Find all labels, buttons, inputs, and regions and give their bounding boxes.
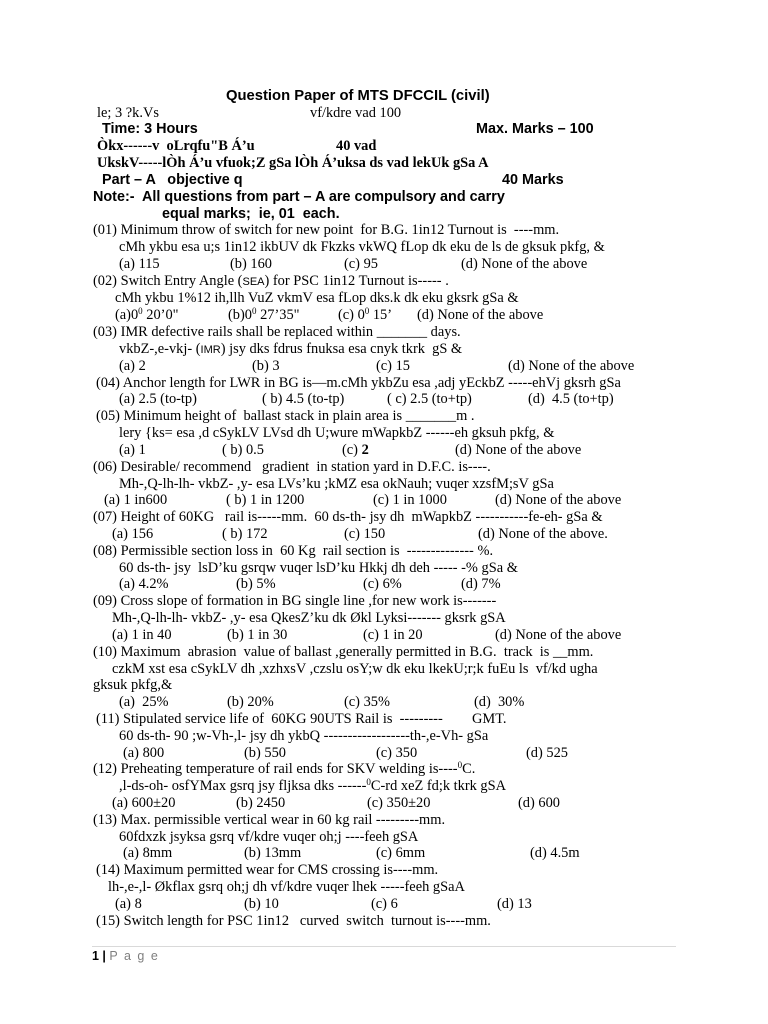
option-d: (d) None of the above <box>417 307 544 323</box>
page-number: 1 <box>92 949 99 963</box>
question-12: (12) Preheating temperature of rail ends for SKV welding is----$^0$C. <box>93 760 476 777</box>
option-a: (a) 115 <box>119 256 160 272</box>
option-a: (a) 1 in600 <box>104 492 168 508</box>
question-08-hindi: 60 ds-th- jsy lsD’ku gsrqw vuqer lsD’ku Hkkj dh deh ----- -% gSa & <box>119 560 518 576</box>
option-d: (d) None of the above. <box>478 526 608 542</box>
page-footer <box>92 949 159 963</box>
option-a: (a) 1 in 40 <box>112 627 172 643</box>
hindi-objective-marks: 40 vad <box>336 138 377 154</box>
time-label: Time: 3 Hours <box>102 121 198 137</box>
question-02-hindi: cMh ykbu 1%12 ih,llh VuZ vkmV esa fLop dks.k dk eku gksrk gSa & <box>115 290 519 306</box>
question-01: (01) Minimum throw of switch for new point for B.G. 1in12 Turnout is ----mm. <box>93 222 560 238</box>
option-c: (c) 6mm <box>376 845 426 861</box>
option-a: (a) 2 <box>119 358 146 374</box>
option-a: (a) 8mm <box>123 845 173 861</box>
marks-hindi: vf/kdre vad 100 <box>310 105 402 121</box>
option-b: ( b) 4.5 (to-tp) <box>262 391 345 407</box>
question-09: (09) Cross slope of formation in BG single line ,for new work is------- <box>93 593 497 609</box>
question-10: (10) Maximum abrasion value of ballast ,generally permitted in B.G. track is __mm. <box>93 644 594 660</box>
option-b: (b) 160 <box>230 256 272 272</box>
option-b: (b) 5% <box>236 576 276 592</box>
question-05-hindi: lery {ks= esa ,d cSykLV LVsd dh U;wure mWapkbZ ------eh gksuh pkfg, & <box>119 425 555 441</box>
question-04: (04) Anchor length for LWR in BG is—m.cMh ykbZu esa ,adj yEckbZ -----ehVj gksrh gSa <box>96 375 621 391</box>
option-a: (a) 2.5 (to-tp) <box>119 391 197 407</box>
question-13-hindi: 60fdxzk jsyksa gsrq vf/kdre vuqer oh;j ----feeh gSA <box>119 829 419 845</box>
footer-divider <box>92 946 676 947</box>
note-line-2: equal marks; ie, 01 each. <box>162 206 340 222</box>
option-c: (c) 6% <box>363 576 402 592</box>
option-d: (d) 525 <box>526 745 568 761</box>
option-b: (b) 2450 <box>236 795 286 811</box>
option-d: (d) None of the above <box>461 256 588 272</box>
question-08: (08) Permissible section loss in 60 Kg rail section is -------------- %. <box>93 543 494 559</box>
option-c: (c) 350±20 <box>367 795 431 811</box>
option-d: (d) 7% <box>461 576 501 592</box>
option-c: (c) $0^0$ 15’ <box>338 306 393 323</box>
option-a: (a) 25% <box>119 694 169 710</box>
page-title: Question Paper of MTS DFCCIL (civil) <box>226 88 490 104</box>
option-b: (b) 1 in 30 <box>227 627 288 643</box>
option-c: (c) 350 <box>376 745 418 761</box>
option-a: (a) 156 <box>112 526 154 542</box>
question-06-hindi: Mh-,Q-lh-lh- vkbZ- ,y- esa LVs’ku ;kMZ esa okNauh; vuqer xzsfM;sV gSa <box>119 476 554 492</box>
page-label: P a g e <box>109 949 160 963</box>
question-05: (05) Minimum height of ballast stack in plain area is _______m . <box>96 408 475 424</box>
option-a: (a) 8 <box>115 896 142 912</box>
option-a: (a) 600±20 <box>112 795 176 811</box>
question-11-hindi: 60 ds-th- 90 ;w-Vh-,l- jsy dh ykbQ ------------------th-,e-Vh- gSa <box>119 728 489 744</box>
question-14-hindi: lh-,e-,l- Økflax gsrq oh;j dh vf/kdre vuqer lhek -----feeh gSaA <box>108 879 465 895</box>
option-d: (d) 30% <box>474 694 525 710</box>
option-d: (d) 13 <box>497 896 532 912</box>
option-b: (b) 550 <box>244 745 286 761</box>
option-b: (b) 3 <box>252 358 280 374</box>
option-d: (d) None of the above <box>495 492 622 508</box>
option-b: ( b) 0.5 <box>222 442 264 458</box>
option-b: (b) 20% <box>227 694 274 710</box>
option-b: (b) 13mm <box>244 845 302 861</box>
question-07: (07) Height of 60KG rail is-----mm. 60 ds-th- jsy dh mWapkbZ -----------fe-eh- gSa & <box>93 509 603 525</box>
page-separator: | <box>98 949 110 963</box>
part-a-marks: 40 Marks <box>502 172 564 188</box>
question-11-unit: GMT. <box>472 711 507 727</box>
question-03: (03) IMR defective rails shall be replaced within _______ days. <box>93 324 461 340</box>
option-b: ( b) 172 <box>222 526 268 542</box>
question-10-hindi-1: czkM xst esa cSykLV dh ,xzhxsV ,czslu osY;w dk eku lkekU;r;k fuEu ls vf/kd ugha <box>112 661 598 677</box>
option-d: (d) 4.5m <box>530 845 580 861</box>
hindi-note: UkskV-----lÒh Á’u vfuok;Z gSa lÒh Á’uksa ds vad lekUk gSa A <box>97 155 489 171</box>
option-d: (d) None of the above <box>455 442 582 458</box>
question-03-hindi: vkbZ-,e-vkj- (IMR) jsy dks fdrus fnuksa esa cnyk tkrk gS & <box>119 341 463 357</box>
question-12-hindi: ,l-ds-oh- osfYMax gsrq jsy fljksa dks ------$^0$C-rd xeZ fd;k tkrk gSA <box>119 777 507 794</box>
max-marks-label: Max. Marks – 100 <box>476 121 594 137</box>
option-c: (c) 95 <box>344 256 378 272</box>
question-01-hindi: cMh ykbu esa u;s 1in12 ikbUV dk Fkzks vkWQ fLop dk eku de ls de gksuk pkfg, & <box>119 239 605 255</box>
option-a: (a) 800 <box>123 745 165 761</box>
option-c: (c) 1 in 1000 <box>373 492 447 508</box>
option-d: (d) 600 <box>518 795 560 811</box>
option-a: (a) 1 <box>119 442 146 458</box>
option-c: ( c) 2.5 (to+tp) <box>387 391 472 407</box>
option-b: ( b) 1 in 1200 <box>226 492 305 508</box>
option-b: $(b)0^0$ 27’35" <box>228 306 300 323</box>
question-02: (02) Switch Entry Angle (SEA) for PSC 1in12 Turnout is----- . <box>93 273 449 289</box>
question-09-hindi: Mh-,Q-lh-lh- vkbZ- ,y- esa QkesZ’ku dk Økl Lyksi------- gksrk gSA <box>112 610 506 626</box>
question-14: (14) Maximum permitted wear for CMS crossing is----mm. <box>96 862 439 878</box>
question-06: (06) Desirable/ recommend gradient in station yard in D.F.C. is----. <box>93 459 491 475</box>
question-15: (15) Switch length for PSC 1in12 curved switch turnout is----mm. <box>96 913 491 929</box>
option-c: (c) 15 <box>376 358 410 374</box>
option-d: (d) None of the above <box>495 627 622 643</box>
question-13: (13) Max. permissible vertical wear in 60 kg rail ---------mm. <box>93 812 446 828</box>
note-line-1: Note:- All questions from part – A are compulsory and carry <box>93 189 505 205</box>
question-11: (11) Stipulated service life of 60KG 90UTS Rail is --------- <box>96 711 443 727</box>
option-a: (a) 4.2% <box>119 576 169 592</box>
hindi-objective-line: Òkx------v oLrqfu"B Á’u <box>97 138 255 154</box>
option-b: (b) 10 <box>244 896 279 912</box>
option-c: (c) 35% <box>344 694 390 710</box>
option-d: (d) None of the above <box>508 358 635 374</box>
option-c: (c) 1 in 20 <box>363 627 423 643</box>
option-c: (c) 150 <box>344 526 386 542</box>
question-10-hindi-2: gksuk pkfg,& <box>93 677 173 693</box>
time-hindi: le; 3 ?k.Vs <box>97 105 159 121</box>
option-c: (c) 6 <box>371 896 398 912</box>
option-c: (c) 2 <box>342 442 369 458</box>
part-a-heading: Part – A objective q <box>102 172 243 188</box>
option-d: (d) 4.5 (to+tp) <box>528 391 614 407</box>
option-a: $(a)0^0$ 20’0" <box>115 306 179 323</box>
